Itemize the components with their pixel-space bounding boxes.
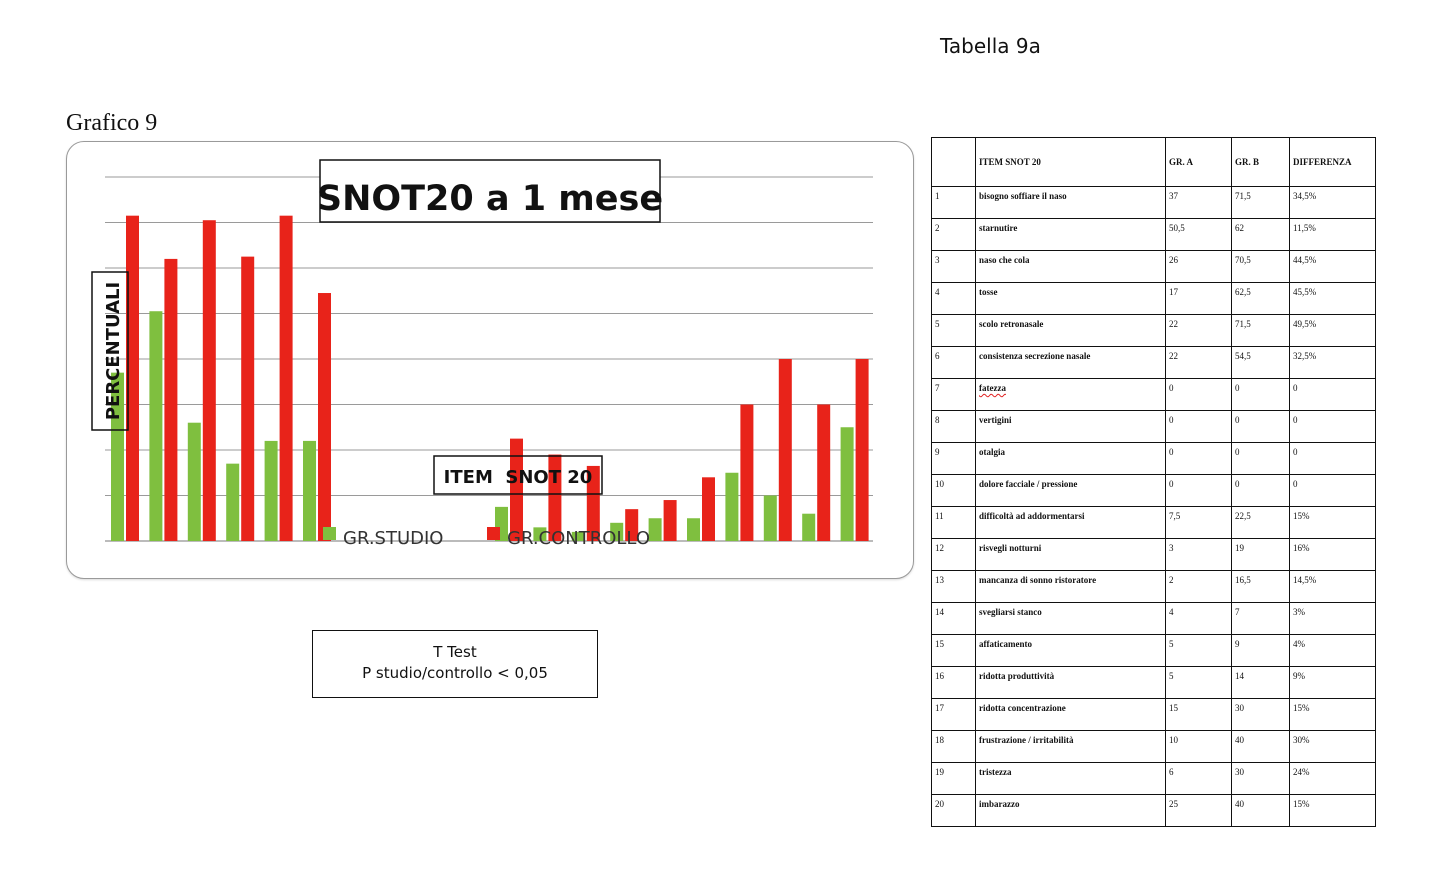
- table-row: [932, 763, 1376, 795]
- row-gr-a: 37: [1166, 187, 1232, 219]
- row-item: ridotta produttività: [976, 667, 1166, 699]
- row-differenza: 14,5%: [1290, 571, 1376, 603]
- table-row: [932, 411, 1376, 443]
- row-item: tristezza: [976, 763, 1166, 795]
- bar-controllo-15: [664, 500, 677, 541]
- table-row: [932, 315, 1376, 347]
- row-number: 14: [932, 603, 976, 635]
- ttest-title: T Test: [433, 643, 477, 661]
- header-num: [932, 138, 976, 187]
- row-differenza: 0: [1290, 443, 1376, 475]
- row-number: 19: [932, 763, 976, 795]
- row-number: 11: [932, 507, 976, 539]
- chart-frame: [66, 141, 914, 579]
- row-gr-a: 0: [1166, 379, 1232, 411]
- bar-studio-3: [188, 423, 201, 541]
- bar-studio-19: [802, 514, 815, 541]
- row-gr-a: 17: [1166, 283, 1232, 315]
- bar-chart: [67, 142, 913, 578]
- x-axis-label: ITEM SNOT 20: [443, 467, 593, 488]
- bar-controllo-18: [779, 359, 792, 541]
- row-number: 13: [932, 571, 976, 603]
- row-item: imbarazzo: [976, 795, 1166, 827]
- row-item: [976, 379, 1166, 411]
- row-gr-b: 62,5: [1232, 283, 1290, 315]
- table-row: [932, 731, 1376, 763]
- header-item: ITEM SNOT 20: [976, 138, 1166, 187]
- legend-label-controllo: GR.CONTROLLO: [507, 528, 650, 549]
- table-row: [932, 667, 1376, 699]
- row-item: tosse: [976, 283, 1166, 315]
- row-differenza: 0: [1290, 411, 1376, 443]
- row-item: otalgia: [976, 443, 1166, 475]
- row-differenza: 34,5%: [1290, 187, 1376, 219]
- table-row: [932, 539, 1376, 571]
- row-item: frustrazione / irritabilità: [976, 731, 1166, 763]
- header-gr-a: GR. A: [1166, 138, 1232, 187]
- bar-controllo-17: [740, 405, 753, 542]
- row-item: risvegli notturni: [976, 539, 1166, 571]
- table-row: [932, 507, 1376, 539]
- row-number: 3: [932, 251, 976, 283]
- row-gr-b: 30: [1232, 699, 1290, 731]
- row-number: 8: [932, 411, 976, 443]
- table-row: [932, 187, 1376, 219]
- row-differenza: 15%: [1290, 795, 1376, 827]
- row-item: affaticamento: [976, 635, 1166, 667]
- row-differenza: 49,5%: [1290, 315, 1376, 347]
- bar-controllo-3: [203, 220, 216, 541]
- row-gr-b: 71,5: [1232, 187, 1290, 219]
- row-differenza: 45,5%: [1290, 283, 1376, 315]
- row-item: difficoltà ad addormentarsi: [976, 507, 1166, 539]
- row-gr-b: 70,5: [1232, 251, 1290, 283]
- row-number: 9: [932, 443, 976, 475]
- header-differenza: DIFFERENZA: [1290, 138, 1376, 187]
- bar-studio-5: [265, 441, 278, 541]
- graph-title: Grafico 9: [66, 110, 158, 136]
- row-number: 10: [932, 475, 976, 507]
- bar-studio-17: [725, 473, 738, 541]
- table-row: [932, 571, 1376, 603]
- row-differenza: 15%: [1290, 507, 1376, 539]
- row-differenza: 24%: [1290, 763, 1376, 795]
- row-gr-b: 0: [1232, 475, 1290, 507]
- chart-title: SNOT20 a 1 mese: [316, 179, 664, 219]
- table-header-row: [932, 138, 1376, 187]
- row-differenza: 11,5%: [1290, 219, 1376, 251]
- legend-swatch-controllo: [487, 527, 500, 540]
- row-gr-a: 22: [1166, 347, 1232, 379]
- table-row: [932, 347, 1376, 379]
- row-number: 1: [932, 187, 976, 219]
- legend: [323, 527, 650, 549]
- row-gr-b: 30: [1232, 763, 1290, 795]
- row-item: mancanza di sonno ristoratore: [976, 571, 1166, 603]
- row-gr-b: 14: [1232, 667, 1290, 699]
- row-gr-a: 5: [1166, 667, 1232, 699]
- bar-studio-16: [687, 518, 700, 541]
- bar-studio-6: [303, 441, 316, 541]
- row-differenza: 4%: [1290, 635, 1376, 667]
- row-item: vertigini: [976, 411, 1166, 443]
- bar-controllo-19: [817, 405, 830, 542]
- bar-studio-15: [649, 518, 662, 541]
- table-row: [932, 475, 1376, 507]
- table-title: Tabella 9a: [940, 34, 1041, 58]
- bar-studio-18: [764, 496, 777, 542]
- row-number: 4: [932, 283, 976, 315]
- bar-controllo-16: [702, 477, 715, 541]
- row-number: 17: [932, 699, 976, 731]
- y-axis-label: PERCENTUALI: [103, 281, 124, 421]
- row-number: 18: [932, 731, 976, 763]
- bar-controllo-20: [856, 359, 869, 541]
- row-gr-b: 22,5: [1232, 507, 1290, 539]
- legend-swatch-studio: [323, 527, 336, 540]
- row-gr-b: 0: [1232, 411, 1290, 443]
- row-gr-a: 0: [1166, 475, 1232, 507]
- row-item: consistenza secrezione nasale: [976, 347, 1166, 379]
- row-differenza: 32,5%: [1290, 347, 1376, 379]
- bar-controllo-5: [280, 216, 293, 541]
- bar-controllo-6: [318, 293, 331, 541]
- row-item-text: fatezza: [979, 383, 1006, 393]
- row-gr-b: 16,5: [1232, 571, 1290, 603]
- legend-label-studio: GR.STUDIO: [343, 528, 444, 549]
- table-row: [932, 635, 1376, 667]
- row-number: 7: [932, 379, 976, 411]
- row-gr-a: 4: [1166, 603, 1232, 635]
- ttest-box: [312, 630, 598, 698]
- row-gr-b: 7: [1232, 603, 1290, 635]
- row-gr-a: 0: [1166, 443, 1232, 475]
- row-gr-b: 62: [1232, 219, 1290, 251]
- row-gr-a: 7,5: [1166, 507, 1232, 539]
- row-gr-b: 40: [1232, 731, 1290, 763]
- row-differenza: 16%: [1290, 539, 1376, 571]
- table-row: [932, 251, 1376, 283]
- row-gr-b: 0: [1232, 443, 1290, 475]
- row-gr-b: 71,5: [1232, 315, 1290, 347]
- bar-studio-4: [226, 464, 239, 541]
- row-number: 16: [932, 667, 976, 699]
- snot-table: [931, 137, 1376, 827]
- row-number: 20: [932, 795, 976, 827]
- row-gr-b: 0: [1232, 379, 1290, 411]
- row-gr-a: 25: [1166, 795, 1232, 827]
- row-gr-b: 19: [1232, 539, 1290, 571]
- header-gr-b: GR. B: [1232, 138, 1290, 187]
- row-gr-a: 5: [1166, 635, 1232, 667]
- row-item: bisogno soffiare il naso: [976, 187, 1166, 219]
- row-gr-a: 6: [1166, 763, 1232, 795]
- row-gr-a: 15: [1166, 699, 1232, 731]
- row-gr-a: 50,5: [1166, 219, 1232, 251]
- row-item: dolore facciale / pressione: [976, 475, 1166, 507]
- row-item: scolo retronasale: [976, 315, 1166, 347]
- bar-studio-2: [149, 311, 162, 541]
- row-gr-a: 2: [1166, 571, 1232, 603]
- row-gr-a: 26: [1166, 251, 1232, 283]
- row-item: ridotta concentrazione: [976, 699, 1166, 731]
- row-differenza: 44,5%: [1290, 251, 1376, 283]
- row-number: 6: [932, 347, 976, 379]
- row-number: 2: [932, 219, 976, 251]
- row-item: naso che cola: [976, 251, 1166, 283]
- ttest-pvalue: P studio/controllo < 0,05: [362, 664, 548, 682]
- row-gr-b: 54,5: [1232, 347, 1290, 379]
- table-row: [932, 699, 1376, 731]
- row-number: 15: [932, 635, 976, 667]
- row-gr-a: 22: [1166, 315, 1232, 347]
- row-differenza: 0: [1290, 475, 1376, 507]
- table-row: [932, 603, 1376, 635]
- row-differenza: 9%: [1290, 667, 1376, 699]
- table-row: [932, 219, 1376, 251]
- row-item: starnutire: [976, 219, 1166, 251]
- table-row: [932, 379, 1376, 411]
- row-gr-a: 0: [1166, 411, 1232, 443]
- table-row: [932, 283, 1376, 315]
- row-gr-b: 40: [1232, 795, 1290, 827]
- bar-controllo-4: [241, 257, 254, 541]
- row-gr-a: 10: [1166, 731, 1232, 763]
- bar-controllo-2: [164, 259, 177, 541]
- row-differenza: 3%: [1290, 603, 1376, 635]
- bar-studio-20: [841, 427, 854, 541]
- row-number: 12: [932, 539, 976, 571]
- row-number: 5: [932, 315, 976, 347]
- table-row: [932, 795, 1376, 827]
- row-gr-b: 9: [1232, 635, 1290, 667]
- row-item: svegliarsi stanco: [976, 603, 1166, 635]
- row-gr-a: 3: [1166, 539, 1232, 571]
- row-differenza: 0: [1290, 379, 1376, 411]
- bar-controllo-11: [510, 439, 523, 541]
- row-differenza: 30%: [1290, 731, 1376, 763]
- row-differenza: 15%: [1290, 699, 1376, 731]
- table-row: [932, 443, 1376, 475]
